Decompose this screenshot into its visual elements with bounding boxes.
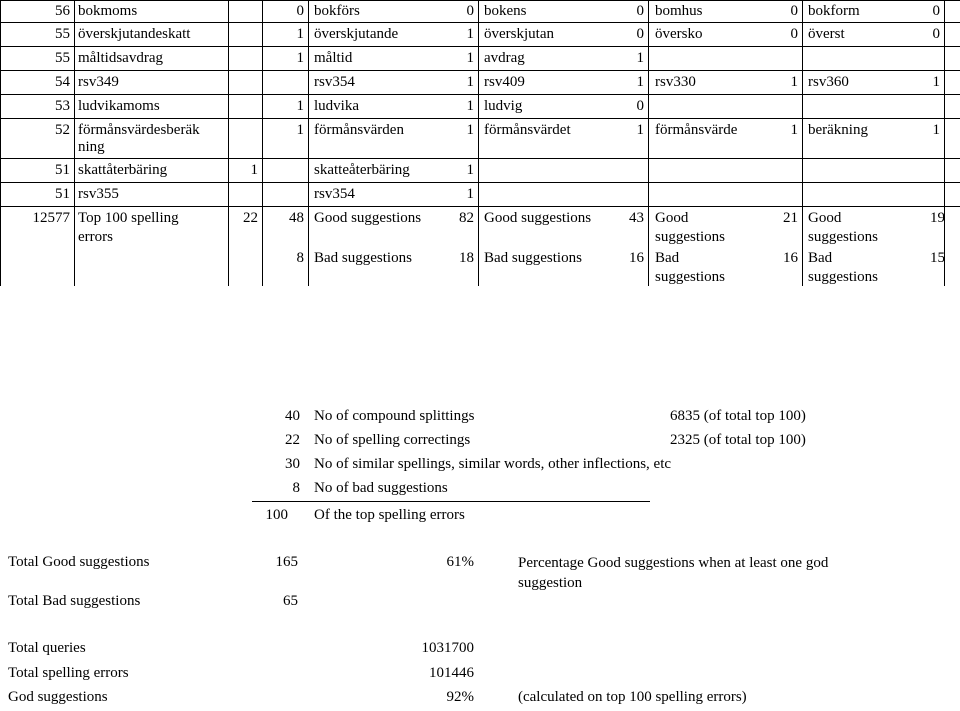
row-number: 55 bbox=[55, 50, 70, 66]
total-errors-value: 101446 bbox=[429, 665, 474, 681]
summary-count: 22 bbox=[243, 210, 258, 226]
bad-count: 16 bbox=[629, 250, 644, 266]
error-word: rsv349 bbox=[78, 74, 119, 90]
row-number: 53 bbox=[55, 98, 70, 114]
bad-count: 16 bbox=[783, 250, 798, 266]
row-number: 51 bbox=[55, 162, 70, 178]
row-number: 52 bbox=[55, 122, 70, 138]
score-cell: 1 bbox=[296, 50, 304, 66]
total-queries-label: Total queries bbox=[8, 640, 86, 656]
score-cell: 0 bbox=[790, 26, 798, 42]
total-bad-value: 65 bbox=[283, 593, 298, 609]
total-good-value: 165 bbox=[275, 554, 298, 570]
good-count: 48 bbox=[289, 210, 304, 226]
score-cell: 1 bbox=[466, 186, 474, 202]
error-word: skattåterbäring bbox=[78, 162, 168, 178]
suggestion-word: beräkning bbox=[808, 122, 868, 138]
good-count: 19 bbox=[930, 210, 945, 226]
stat-label: No of similar spellings, similar words, other inflections, etc bbox=[314, 456, 672, 472]
suggestion-word: bokförs bbox=[314, 3, 360, 19]
bad-count: 15 bbox=[930, 250, 945, 266]
bad-suggestions-label: Bad suggestions bbox=[484, 250, 582, 266]
score-cell: 0 bbox=[296, 3, 304, 19]
summary-label: Top 100 spelling errors bbox=[78, 210, 179, 245]
stat-count: 22 bbox=[285, 432, 300, 448]
suggestion-word: måltid bbox=[314, 50, 353, 66]
stat-count: 8 bbox=[292, 480, 300, 496]
score-cell: 0 bbox=[466, 3, 474, 19]
suggestion-word: rsv354 bbox=[314, 186, 355, 202]
suggestion-word: förmånsvärde bbox=[655, 122, 738, 138]
score-cell: 1 bbox=[296, 122, 304, 138]
good-suggestions-label: Good suggestions bbox=[484, 210, 592, 226]
suggestion-word: ludvika bbox=[314, 98, 359, 114]
row-number: 56 bbox=[55, 3, 70, 19]
stat-count: 100 bbox=[265, 507, 288, 523]
suggestion-word: avdrag bbox=[484, 50, 525, 66]
sum-line bbox=[252, 501, 650, 502]
good-suggestions-label: Good suggestions bbox=[314, 210, 422, 226]
suggestion-word: bokens bbox=[484, 3, 527, 19]
error-word: måltidsavdrag bbox=[78, 50, 163, 66]
score-cell: 0 bbox=[636, 98, 644, 114]
total-queries-value: 1031700 bbox=[421, 640, 474, 656]
row-number: 54 bbox=[55, 74, 70, 90]
stat-extra: 2325 (of total top 100) bbox=[670, 432, 806, 448]
score-cell: 1 bbox=[636, 74, 644, 90]
score-cell: 1 bbox=[636, 50, 644, 66]
bad-suggestions-label: Bad suggestions bbox=[808, 250, 879, 285]
suggestion-word: rsv409 bbox=[484, 74, 525, 90]
score-cell: 1 bbox=[636, 122, 644, 138]
score-cell: 1 bbox=[466, 98, 474, 114]
stat-extra: 6835 (of total top 100) bbox=[670, 408, 806, 424]
god-suggestions-note: (calculated on top 100 spelling errors) bbox=[518, 689, 747, 705]
score-cell: 0 bbox=[790, 3, 798, 19]
total-bad-label: Total Bad suggestions bbox=[8, 593, 141, 609]
score-cell: 1 bbox=[790, 122, 798, 138]
stat-count: 30 bbox=[285, 456, 300, 472]
good-count: 82 bbox=[459, 210, 474, 226]
score-cell: 1 bbox=[466, 122, 474, 138]
suggestion-word: ludvig bbox=[484, 98, 523, 114]
suggestion-word: förmånsvärden bbox=[314, 122, 404, 138]
error-word-continuation: ning bbox=[78, 139, 105, 155]
good-suggestions-label: Good suggestions bbox=[655, 210, 726, 245]
score-cell: 0 bbox=[636, 26, 644, 42]
score-cell: 1 bbox=[296, 26, 304, 42]
suggestion-word: överskjutan bbox=[484, 26, 554, 42]
stat-label: No of compound splittings bbox=[314, 408, 475, 424]
row-number: 51 bbox=[55, 186, 70, 202]
bad-count: 8 bbox=[296, 250, 304, 266]
score-cell: 1 bbox=[466, 50, 474, 66]
score-cell: 0 bbox=[636, 3, 644, 19]
suggestion-word: förmånsvärdet bbox=[484, 122, 571, 138]
error-word: ludvikamoms bbox=[78, 98, 160, 114]
error-word: bokmoms bbox=[78, 3, 138, 19]
error-word: rsv355 bbox=[78, 186, 119, 202]
error-word: förmånsvärdesberäk bbox=[78, 122, 200, 138]
suggestion-word: bokform bbox=[808, 3, 860, 19]
score-cell: 1 bbox=[932, 122, 940, 138]
summary-number: 12577 bbox=[32, 210, 70, 226]
score-cell: 1 bbox=[466, 74, 474, 90]
error-word: överskjutandeskatt bbox=[78, 26, 191, 42]
score-cell: 1 bbox=[466, 26, 474, 42]
count-cell: 1 bbox=[250, 162, 258, 178]
good-count: 21 bbox=[783, 210, 798, 226]
suggestion-word: översko bbox=[655, 26, 703, 42]
good-suggestions-label: Good suggestions bbox=[808, 210, 879, 245]
suggestion-word: rsv354 bbox=[314, 74, 355, 90]
god-suggestions-label: God suggestions bbox=[8, 689, 108, 705]
bad-count: 18 bbox=[459, 250, 474, 266]
god-suggestions-percentage: 92% bbox=[446, 689, 474, 705]
score-cell: 0 bbox=[932, 26, 940, 42]
suggestion-word: överskjutande bbox=[314, 26, 399, 42]
bad-suggestions-label: Bad suggestions bbox=[655, 250, 726, 285]
total-good-note: Percentage Good suggestions when at least one god suggestion bbox=[518, 555, 829, 591]
total-good-percentage: 61% bbox=[446, 554, 474, 570]
stat-count: 40 bbox=[285, 408, 300, 424]
suggestion-word: överst bbox=[808, 26, 845, 42]
suggestion-word: bomhus bbox=[655, 3, 703, 19]
stat-label: No of spelling correctings bbox=[314, 432, 471, 448]
stat-label: No of bad suggestions bbox=[314, 480, 448, 496]
score-cell: 1 bbox=[466, 162, 474, 178]
total-errors-label: Total spelling errors bbox=[8, 665, 129, 681]
score-cell: 1 bbox=[296, 98, 304, 114]
score-cell: 1 bbox=[790, 74, 798, 90]
bad-suggestions-label: Bad suggestions bbox=[314, 250, 412, 266]
suggestion-word: rsv330 bbox=[655, 74, 696, 90]
row-number: 55 bbox=[55, 26, 70, 42]
good-count: 43 bbox=[629, 210, 644, 226]
suggestion-word: rsv360 bbox=[808, 74, 849, 90]
total-good-label: Total Good suggestions bbox=[8, 554, 150, 570]
stat-label: Of the top spelling errors bbox=[314, 507, 465, 523]
score-cell: 1 bbox=[932, 74, 940, 90]
score-cell: 0 bbox=[932, 3, 940, 19]
suggestion-word: skatteåterbäring bbox=[314, 162, 410, 178]
